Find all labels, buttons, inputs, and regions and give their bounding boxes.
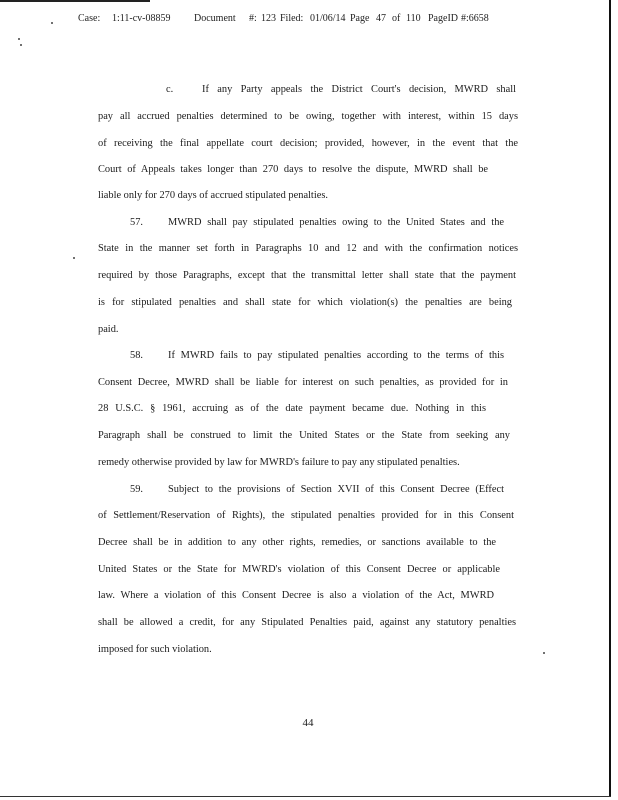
paragraph-59-line: United States or the State for MWRD's violation of this Consent Decree or applicable xyxy=(98,564,500,575)
header-pageid-value: #:6658 xyxy=(461,13,489,24)
scan-speck xyxy=(73,257,75,259)
header-pageid-label: PageID xyxy=(428,13,458,24)
scan-speck xyxy=(51,22,53,24)
scan-speck xyxy=(18,38,20,40)
paragraph-59-line: Subject to the provisions of Section XVII of this Consent Decree (Effect xyxy=(168,484,504,495)
header-case-label: Case: xyxy=(78,13,101,24)
paragraph-c-line: liable only for 270 days of accrued stipulated penalties. xyxy=(98,190,328,201)
scan-speck xyxy=(20,44,22,46)
paragraph-c-line: Court of Appeals takes longer than 270 days to resolve the dispute, MWRD shall be xyxy=(98,164,488,175)
paragraph-c-label: c. xyxy=(166,84,174,95)
paragraph-58-line: 28 U.S.C. § 1961, accruing as of the date payment became due. Nothing in this xyxy=(98,403,486,414)
header-filed-date: 01/06/14 xyxy=(310,13,346,24)
header-document-number: 123 xyxy=(261,13,276,24)
scan-speck xyxy=(543,652,545,654)
paragraph-58-line: If MWRD fails to pay stipulated penalties according to the terms of this xyxy=(168,350,504,361)
header-hash: #: xyxy=(249,13,257,24)
scan-bottom-edge xyxy=(0,796,611,797)
paragraph-59-line: Decree shall be in addition to any other rights, remedies, or sanctions available to the xyxy=(98,537,496,548)
header-case-number: 1:11-cv-08859 xyxy=(112,13,171,24)
paragraph-59-line: law. Where a violation of this Consent Decree is also a violation of the Act, MWRD xyxy=(98,590,494,601)
page-number: 44 xyxy=(302,717,314,729)
paragraph-58-line: remedy otherwise provided by law for MWRD's failure to pay any stipulated penalties. xyxy=(98,457,460,468)
paragraph-58-label: 58. xyxy=(130,350,143,361)
paragraph-59-line: of Settlement/Reservation of Rights), the stipulated penalties provided for in this Consent xyxy=(98,510,514,521)
header-page-total: 110 xyxy=(406,13,421,24)
header-page-label: Page xyxy=(350,13,370,24)
paragraph-59-line: imposed for such violation. xyxy=(98,644,212,655)
header-filed-label: Filed: xyxy=(280,13,304,24)
scan-right-edge xyxy=(609,0,611,797)
header-page-current: 47 xyxy=(376,13,386,24)
paragraph-59-line: shall be allowed a credit, for any Stipulated Penalties paid, against any statutory penalties xyxy=(98,617,516,628)
paragraph-57-line: is for stipulated penalties and shall state for which violation(s) the penalties are being xyxy=(98,297,512,308)
paragraph-57-label: 57. xyxy=(130,217,143,228)
scan-top-rule xyxy=(0,0,150,2)
paragraph-57-line: MWRD shall pay stipulated penalties owing to the United States and the xyxy=(168,217,504,228)
paragraph-c-line: If any Party appeals the District Court's decision, MWRD shall xyxy=(202,84,516,95)
paragraph-57-line: required by those Paragraphs, except that the transmittal letter shall state that the payment xyxy=(98,270,516,281)
paragraph-58-line: Consent Decree, MWRD shall be liable for interest on such penalties, as provided for in xyxy=(98,377,508,388)
header-document-label: Document xyxy=(194,13,236,24)
paragraph-57-line: State in the manner set forth in Paragraphs 10 and 12 and with the confirmation notices xyxy=(98,243,518,254)
header-of-label: of xyxy=(392,13,401,24)
filing-header xyxy=(78,13,598,24)
paragraph-c-line: of receiving the final appellate court decision; provided, however, in the event that the xyxy=(98,138,518,149)
paragraph-59-label: 59. xyxy=(130,484,143,495)
paragraph-c-line: pay all accrued penalties determined to be owing, together with interest, within 15 days xyxy=(98,111,518,122)
paragraph-57-line: paid. xyxy=(98,324,119,335)
paragraph-58-line: Paragraph shall be construed to limit the United States or the State from seeking any xyxy=(98,430,510,441)
